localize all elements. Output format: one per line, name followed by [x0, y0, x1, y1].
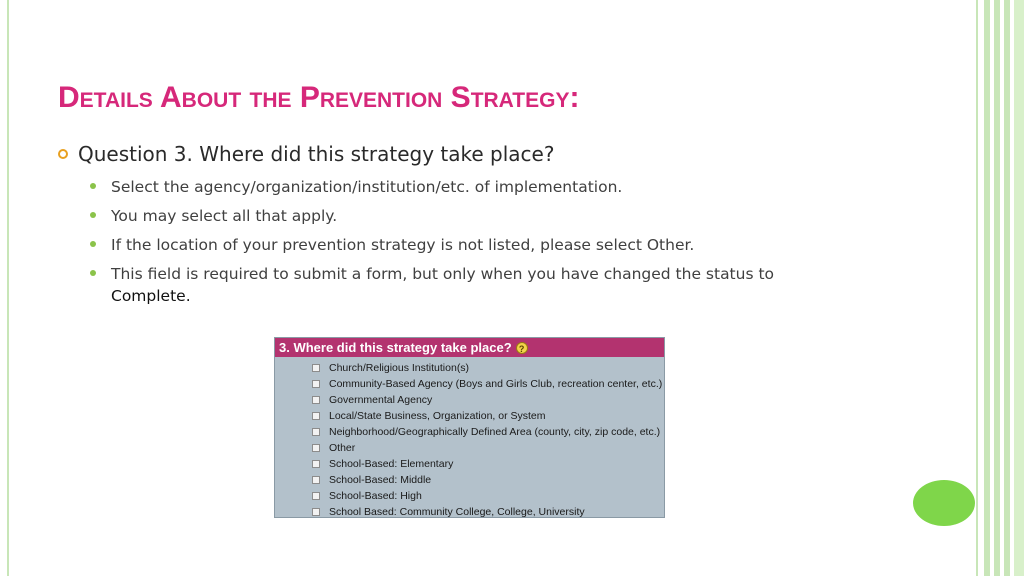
- checkbox-label: Community-Based Agency (Boys and Girls Club, recreation center, etc.): [329, 378, 663, 390]
- checkbox-label: Neighborhood/Geographically Defined Area (county, city, zip code, etc.): [329, 426, 661, 438]
- checkbox[interactable]: [312, 396, 320, 404]
- checkbox-label: School Based: Community College, College, University: [329, 506, 585, 518]
- slide-title: Details About the Prevention Strategy:: [58, 81, 580, 114]
- checkbox-option[interactable]: [275, 408, 664, 424]
- checkbox-label: Governmental Agency: [329, 394, 433, 406]
- checkbox[interactable]: [312, 364, 320, 372]
- left-decorative-rule: [7, 0, 9, 576]
- checkbox[interactable]: [312, 412, 320, 420]
- checkbox[interactable]: [312, 492, 320, 500]
- checkbox-label: School-Based: Elementary: [329, 458, 454, 470]
- checkbox[interactable]: [312, 380, 320, 388]
- bullet-text: If the location of your prevention strategy is not listed, please select Other.: [111, 236, 695, 254]
- question-text: Question 3. Where did this strategy take place?: [78, 142, 555, 166]
- bullet-dot-icon: [90, 270, 96, 276]
- bullet-item: [90, 176, 622, 198]
- checkbox-option[interactable]: [275, 472, 664, 488]
- bullet-text: This field is required to submit a form, but only when you have changed the status to: [111, 265, 775, 283]
- checkbox-label: School-Based: High: [329, 490, 422, 502]
- right-decorative-bars: [976, 0, 1024, 576]
- decorative-green-circle: [913, 480, 975, 526]
- help-icon[interactable]: ?: [516, 342, 528, 354]
- bullet-dot-icon: [90, 183, 96, 189]
- checkbox[interactable]: [312, 428, 320, 436]
- checkbox-label: Local/State Business, Organization, or System: [329, 410, 546, 422]
- bullet-item: [90, 234, 694, 256]
- checkbox-option[interactable]: [275, 456, 664, 472]
- location-form-screenshot: [274, 337, 665, 518]
- checkbox-option[interactable]: [275, 424, 664, 440]
- form-header-label: 3. Where did this strategy take place?: [279, 340, 512, 355]
- checkbox[interactable]: [312, 444, 320, 452]
- bullet-item: [90, 205, 337, 227]
- checkbox[interactable]: [312, 476, 320, 484]
- checkbox-label: Other: [329, 442, 356, 454]
- checkbox-label: School-Based: Middle: [329, 474, 432, 486]
- checkbox-option[interactable]: [275, 392, 664, 408]
- bullet-dot-icon: [90, 241, 96, 247]
- checkbox-option[interactable]: [275, 440, 664, 456]
- checkbox-option[interactable]: [275, 360, 664, 376]
- ring-bullet-icon: [58, 149, 68, 159]
- complete-status-text: Complete.: [111, 287, 191, 305]
- question-row: [58, 142, 554, 166]
- checkbox-option[interactable]: [275, 504, 664, 520]
- checkbox[interactable]: [312, 460, 320, 468]
- checkbox-label: Church/Religious Institution(s): [329, 362, 470, 374]
- checkbox-option[interactable]: [275, 488, 664, 504]
- checkbox[interactable]: [312, 508, 320, 516]
- form-header: [275, 338, 664, 357]
- bullet-item: [90, 263, 774, 307]
- checkbox-option[interactable]: [275, 376, 664, 392]
- checkbox-list: [275, 357, 664, 520]
- bullet-text: Select the agency/organization/institution/etc. of implementation.: [111, 178, 623, 196]
- bullet-dot-icon: [90, 212, 96, 218]
- bullet-text: You may select all that apply.: [111, 207, 338, 225]
